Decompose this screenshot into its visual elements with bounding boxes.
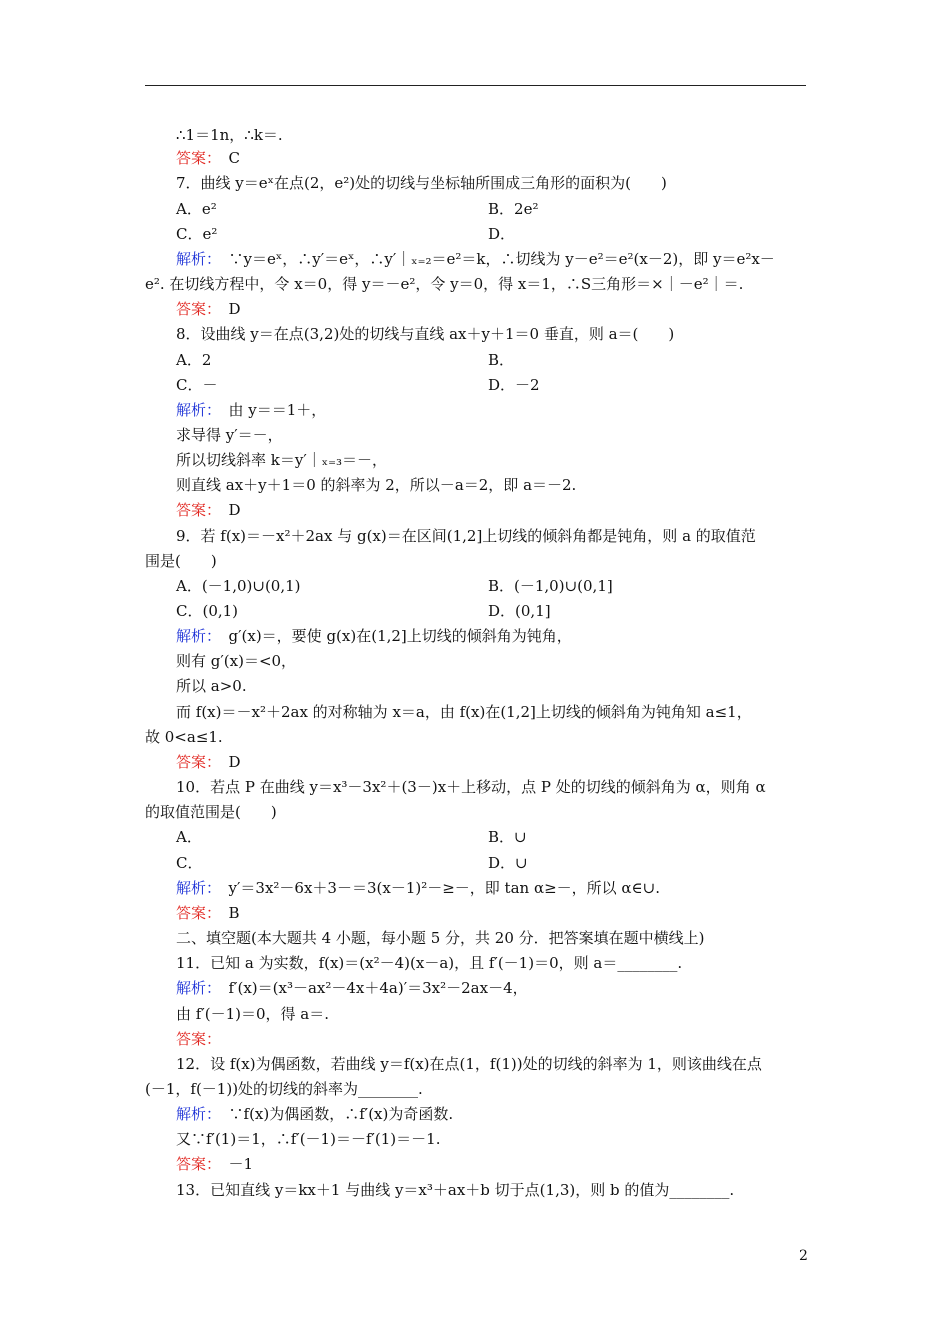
text-run: D [213, 501, 241, 519]
text-run: 故 0<a≤1. [145, 728, 223, 746]
text-run: 求导得 y′＝－， [176, 426, 283, 444]
text-line [488, 224, 515, 244]
text-run: 围是( ) [145, 552, 217, 570]
text-line [176, 125, 283, 145]
text-run: B [213, 904, 240, 922]
text-run: 所以切线斜率 k＝y′｜ₓ₌₃＝－， [176, 451, 388, 469]
text-run: ∵y＝eˣ，∴y′＝eˣ，∴y′｜ₓ₌₂＝e²＝k，∴切线为 y－e²＝e²(x－2)，即 y＝e²x－ [213, 250, 775, 268]
text-run: B．∪ [488, 828, 527, 846]
text-line [145, 274, 743, 294]
analysis-label: 解析： [176, 627, 214, 645]
text-run: 9．若 f(x)＝－x²＋2ax 与 g(x)＝在区间(1,2]上切线的倾斜角都是钝角，则 a 的取值范 [176, 527, 756, 545]
text-line [176, 1054, 762, 1074]
text-line [176, 978, 528, 998]
text-run: C．－ [176, 376, 218, 394]
text-line [176, 878, 660, 898]
text-run: B．(－1,0)∪(0,1] [488, 577, 613, 595]
text-line [176, 375, 217, 395]
text-run: y′＝3x²－6x＋3－＝3(x－1)²－≥－，即 tan α≥－，所以 α∈∪. [213, 879, 660, 897]
text-line [145, 1079, 423, 1099]
text-line [176, 601, 238, 621]
text-run: 由 f′(－1)＝0，得 a＝. [176, 1005, 329, 1023]
text-line [488, 853, 528, 873]
text-line [176, 1104, 453, 1124]
text-line [145, 551, 217, 571]
text-line [176, 1154, 253, 1174]
text-line [176, 526, 756, 546]
text-line [176, 777, 766, 797]
answer-label: 答案： [176, 904, 214, 922]
text-run: ∴1＝1n，∴k＝. [176, 126, 283, 144]
answer-label: 答案： [176, 1155, 214, 1173]
text-line [176, 853, 202, 873]
text-run: 二、填空题(本大题共 4 小题，每小题 5 分，共 20 分．把答案填在题中横线上) [176, 929, 705, 947]
text-line [176, 500, 241, 520]
text-line [488, 601, 551, 621]
text-run: 则有 g′(x)＝<0， [176, 652, 297, 670]
text-line [488, 375, 540, 395]
text-line [176, 1180, 734, 1200]
text-line [176, 626, 572, 646]
text-run: A．2 [176, 351, 212, 369]
text-line [176, 928, 705, 948]
answer-label: 答案： [176, 149, 214, 167]
text-run: D．∪ [488, 854, 528, 872]
text-run: 则直线 ax＋y＋1＝0 的斜率为 2，所以－a＝2，即 a＝－2. [176, 476, 577, 494]
text-line [176, 400, 326, 420]
text-line [176, 299, 241, 319]
text-run: 由 y＝＝1＋， [213, 401, 327, 419]
text-run: D．－2 [488, 376, 540, 394]
text-run: 所以 a>0. [176, 677, 247, 695]
text-run: g′(x)＝，要使 g(x)在(1,2]上切线的倾斜角为钝角， [213, 627, 572, 645]
text-line [176, 953, 682, 973]
text-line [176, 199, 217, 219]
text-line [176, 475, 576, 495]
text-line [176, 1004, 329, 1024]
text-run: 又∵f′(1)＝1，∴f′(－1)＝－f′(1)＝－1. [176, 1130, 441, 1148]
analysis-label: 解析： [176, 401, 214, 419]
text-run: －1 [213, 1155, 254, 1173]
analysis-label: 解析： [176, 250, 214, 268]
answer-label: 答案： [176, 300, 214, 318]
text-line [176, 576, 301, 596]
text-run: D．(0,1] [488, 602, 551, 620]
analysis-label: 解析： [176, 979, 214, 997]
text-run: B．2e² [488, 200, 539, 218]
text-run: 10．若点 P 在曲线 y＝x³－3x²＋(3－)x＋上移动，点 P 处的切线的倾斜角为 α，则角 α [176, 778, 766, 796]
text-line [176, 651, 296, 671]
text-run: D [213, 300, 241, 318]
text-line [488, 827, 527, 847]
text-run: C．(0,1) [176, 602, 239, 620]
page-number: 2 [799, 1248, 808, 1264]
answer-label: 答案： [176, 1030, 222, 1048]
text-line [176, 827, 202, 847]
answer-label: 答案： [176, 753, 214, 771]
text-line [145, 727, 223, 747]
text-line [176, 1029, 221, 1049]
text-run: 而 f(x)＝－x²＋2ax 的对称轴为 x＝a，由 f(x)在(1,2]上切线的倾斜角为钝角知 a≤1， [176, 703, 752, 721]
text-run: C． [176, 854, 203, 872]
text-line [488, 350, 514, 370]
text-run: 12．设 f(x)为偶函数，若曲线 y＝f(x)在点(1，f(1))处的切线的斜率为 1，则该曲线在点 [176, 1055, 762, 1073]
text-line [176, 148, 240, 168]
text-run: 8．设曲线 y＝在点(3,2)处的切线与直线 ax＋y＋1＝0 垂直，则 a＝( ) [176, 325, 675, 343]
header-rule [145, 85, 806, 86]
analysis-label: 解析： [176, 879, 214, 897]
text-line [488, 199, 538, 219]
text-run: A． [176, 828, 202, 846]
text-run: B． [488, 351, 515, 369]
text-line [176, 903, 240, 923]
text-line [176, 676, 247, 696]
text-run: C [213, 149, 240, 167]
text-run: D． [488, 225, 516, 243]
text-line [145, 802, 277, 822]
text-run: D [213, 753, 241, 771]
text-line [176, 249, 775, 269]
text-run: 11．已知 a 为实数，f(x)＝(x²－4)(x－a)，且 f′(－1)＝0，则 a＝________. [176, 954, 683, 972]
text-run: f′(x)＝(x³－ax²－4x＋4a)′＝3x²－2ax－4， [213, 979, 528, 997]
text-run: (－1，f(－1))处的切线的斜率为________. [145, 1080, 423, 1098]
text-run: ∵f(x)为偶函数，∴f′(x)为奇函数. [213, 1105, 454, 1123]
text-run: A．e² [176, 200, 217, 218]
text-run: 7．曲线 y＝eˣ在点(2，e²)处的切线与坐标轴所围成三角形的面积为( ) [176, 174, 667, 192]
text-line [176, 1129, 440, 1149]
text-line [176, 752, 241, 772]
analysis-label: 解析： [176, 1105, 214, 1123]
text-run: 的取值范围是( ) [145, 803, 277, 821]
text-run: A．(－1,0)∪(0,1) [176, 577, 301, 595]
answer-label: 答案： [176, 501, 214, 519]
text-line [176, 173, 667, 193]
text-line [176, 350, 211, 370]
text-line [176, 224, 217, 244]
text-line [176, 450, 387, 470]
text-line [176, 702, 752, 722]
text-run: C．e² [176, 225, 218, 243]
text-run: 13．已知直线 y＝kx＋1 与曲线 y＝x³＋ax＋b 切于点(1,3)，则 b 的值为________. [176, 1181, 735, 1199]
text-line [488, 576, 613, 596]
text-line [176, 425, 283, 445]
text-run: e². 在切线方程中，令 x＝0，得 y＝－e²，令 y＝0，得 x＝1，∴S三角形＝×｜－e²｜＝. [145, 275, 744, 293]
text-line [176, 324, 674, 344]
